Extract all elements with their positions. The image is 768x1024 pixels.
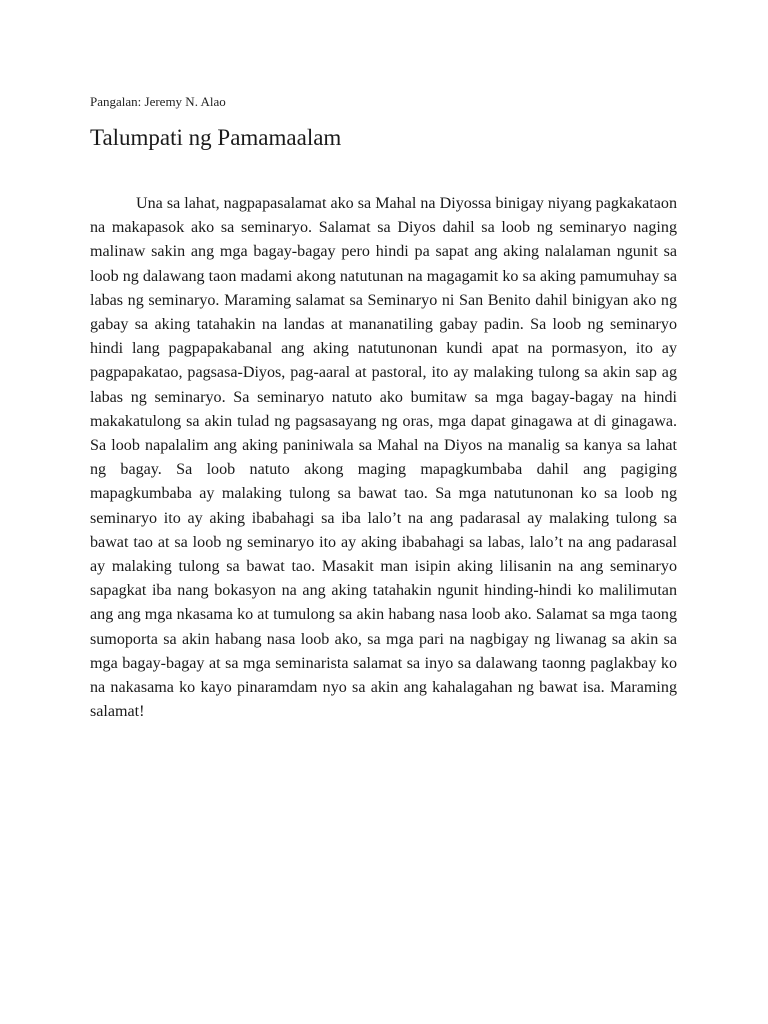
speech-paragraph: Una sa lahat, nagpapasalamat ako sa Mahal na Diyossa binigay niyang pagkakataon na makapasok ako sa seminaryo. Salamat sa Diyos dahil sa loob ng seminaryo naging malinaw sakin ang mga bagay-bagay pero hindi pa sapat ang aking nalalaman ngunit sa loob ng dalawang taon madami akong natutunan na magagamit ko sa aking pamumuhay sa labas ng seminaryo. Maraming salamat sa Seminaryo ni San Benito dahil binigyan ako ng gabay sa aking tatahakin na landas at mananatiling gabay padin. Sa loob ng seminaryo hindi lang pagpapakabanal ang aking natutunonan kundi apat na pormasyon, ito ay pagpapakatao, pagsasa-Diyos, pag-aaral at pastoral, ito ay malaking tulong sa akin sap ag labas ng seminaryo. Sa seminaryo natuto ako bumitaw sa mga bagay-bagay na hindi makakatulong sa akin tulad ng pagsasayang ng oras, mga dapat ginagawa at di ginagawa. Sa loob napalalim ang aking paniniwala sa Mahal na Diyos na manalig sa kanya sa lahat ng bagay. Sa loob natuto akong maging mapagkumbaba dahil ang pagiging mapagkumbaba ay malaking tulong sa bawat tao. Sa mga natutunonan ko sa loob ng seminaryo ito ay aking ibabahagi sa iba lalo’t na ang padarasal ay malaking tulong sa bawat tao at sa loob ng seminaryo ito ay aking ibabahagi sa labas, lalo’t na ang padarasal ay malaking tulong sa bawat tao. Masakit man isipin aking lilisanin na ang seminaryo sapagkat iba nang bokasyon na ang aking tatahakin ngunit hinding-hindi ko malilimutan ang ang mga nkasama ko at tumulong sa akin habang nasa loob ako. Salamat sa mga taong sumoporta sa akin habang nasa loob ako, sa mga pari na nagbigay ng liwanag sa akin sa mga bagay-bagay at sa mga seminarista salamat sa inyo sa dalawang taonng paglakbay ko na nakasama ko kayo pinaramdam nyo sa akin ang kahalagahan ng bawat isa. Maraming salamat! xyxy=(90,195,677,721)
author-name-line: Pangalan: Jeremy N. Alao xyxy=(90,94,226,109)
document-title: Talumpati ng Pamamaalam xyxy=(90,125,342,150)
